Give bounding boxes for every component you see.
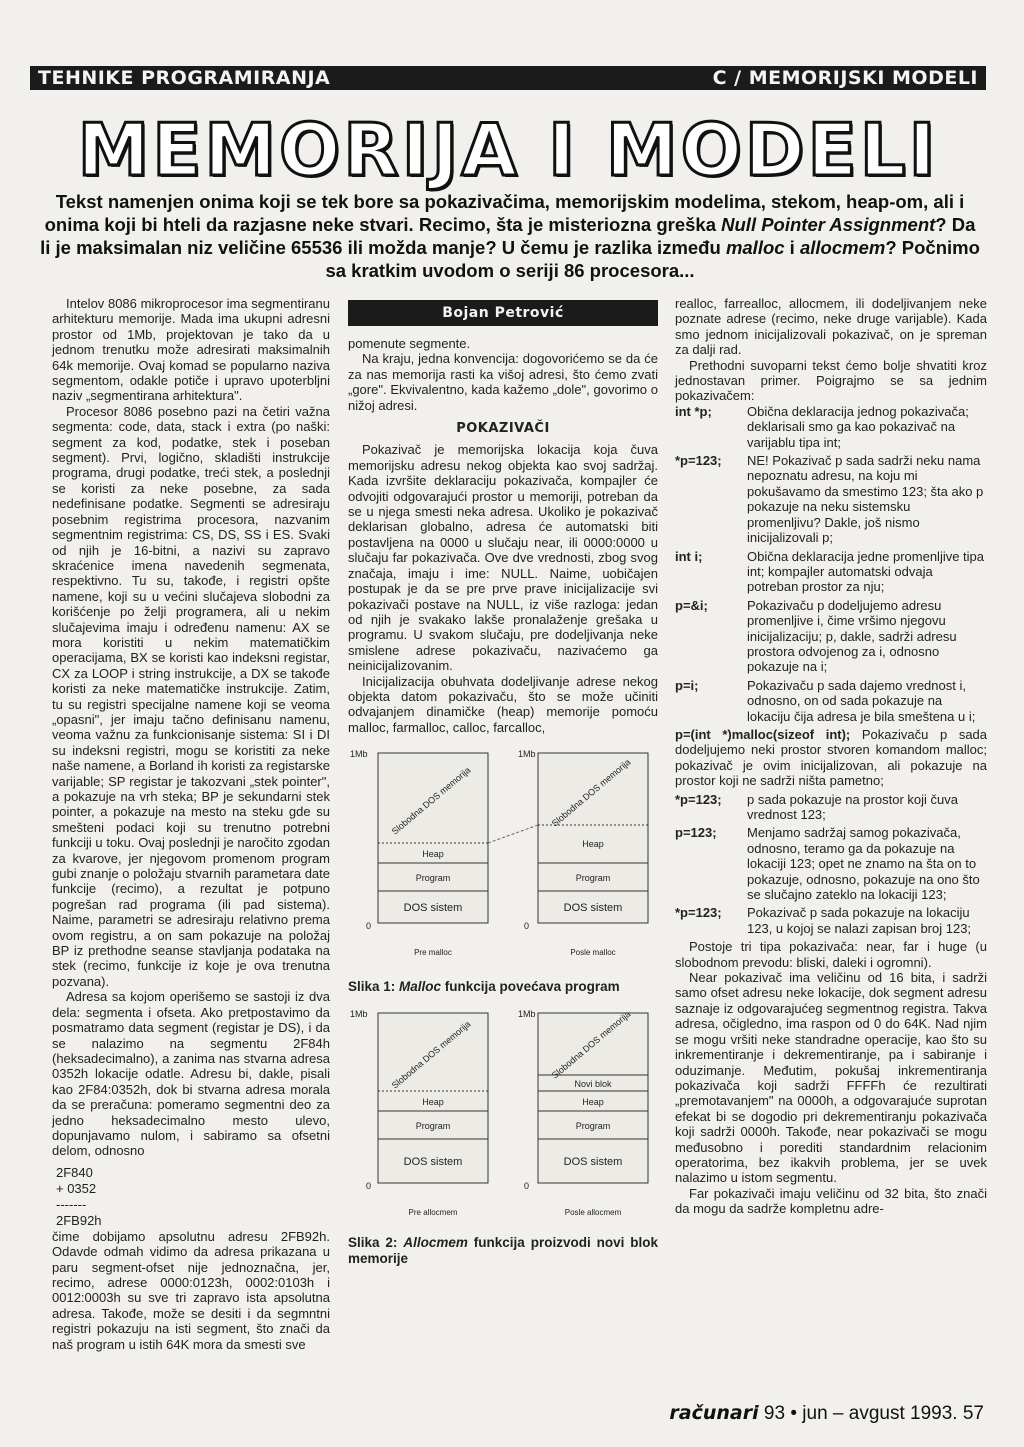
fig2-zero-left-label: 0 <box>366 1181 372 1192</box>
fig2-left-program-label: Program <box>415 1121 451 1132</box>
calc-line: 2FB92h <box>56 1212 102 1228</box>
code-example-row <box>675 792 987 823</box>
fig2-new-block-label: Novi blok <box>574 1079 612 1090</box>
code-explanation: Obična deklaracija jedne promenljive tipa int; kompajler automatski odvaja potreban prostor za nju; <box>747 548 985 595</box>
column-1 <box>52 296 330 1352</box>
fig1-zero-right-label: 0 <box>524 921 530 932</box>
fig1-left-heap-label: Heap <box>422 849 444 860</box>
code-explanation: p sada pokazuje na prostor koji čuva vrednost 123; <box>747 791 959 822</box>
figure-1-caption <box>348 979 658 995</box>
section-header-bar <box>30 66 986 90</box>
article-lead <box>40 190 980 282</box>
code-statement: p=&i; <box>675 597 708 613</box>
col1-paragraph-3: Adresa sa kojom operišemo se sastoji iz dva dela: segmenta i ofseta. Ako pretpostavimo da posmatramo data segment (registar je DS), i da se nalazimo na segmentu 2F84h (heksadecimalno), a zanima nas stvarna adresa 0352h lokacije odatle. Adresu bi, dakle, pisali kao 2F84:0352h, dok bi stvarna adresa morala da se preračuna: pomeramo segmentni deo za jedno heksadecimalno mesto ulevo, dopunjavamo nulom, i sabiramo sa ofsetni delom, odnosno <box>52 989 330 1159</box>
code-example-row <box>675 678 987 724</box>
fig1-caption-italic: Malloc <box>399 979 442 995</box>
code-explanation-long: Pokazivaču p sada dodeljujemo neki prostor stvoren komandom malloc; pokazivač je ovim inicijalizovan, ali pokazuje na prostor koji ne sadrži ništa pametno; <box>675 726 988 789</box>
subheading-pointers: POKAZIVAČI <box>456 421 550 437</box>
address-calculation <box>56 1165 330 1229</box>
code-example-row <box>675 598 987 675</box>
fig1-right-free-label: Slobodna DOS memorija <box>549 757 633 829</box>
fig1-left-program-label: Program <box>415 873 451 884</box>
author-byline: Bojan Petrović <box>348 300 658 326</box>
fig1-left-dos-label: DOS sistem <box>403 902 463 915</box>
figure-1-diagram <box>348 743 658 975</box>
lead-italic-2: malloc <box>725 237 785 258</box>
fig1-caption-text: funkcija povećava program <box>441 979 620 995</box>
footer-bullet: • <box>790 1403 797 1424</box>
fig1-right-stack <box>538 753 648 923</box>
figure-1-malloc <box>348 743 658 975</box>
fig2-left-free-label: Slobodna DOS memorija <box>389 1019 473 1091</box>
column-2 <box>348 296 658 1273</box>
lead-text-2: ? Da li je maksimalan niz veličine 65536 ili možda manje? U čemu je razlika između <box>40 214 976 258</box>
fig1-caption-prefix: Slika 1: <box>348 979 400 995</box>
fig1-left-free-label: Slobodna DOS memorija <box>389 765 473 837</box>
col1-paragraph-2: Procesor 8086 posebno pazi na četiri važna segmenta: code, data, stack i extra (po naški: segment za kod, podatke, stek i poseban segment). Prvi, logično, skladišti instrukcije programa, drugi podatke, treći stek, a poslednji se koristi za neke posebne, za sada nedefinisane podatke. Segmenti se adresiraju posebnim registrima procesora, nazvanim segmentnim registrima: CS, DS, SS i ES. Svaki od njih je 16-bitni, a nazivi su zapravo skraćenice imena navedenih segmenata, respektivno. Tu su, takođe, i registri opšte namene, koji su u većini slučajeva slobodni za korišćenje po želji programera, ali u nekim slučajevima imaju i određenu namenu: AX se mora koristiti u nekim matematičkim operacijama, BX se koristi kao indeksni registar, CX za LOOP i string instrukcije, a DX se takođe koristi za neke matematičke instrukcije. Zatim, tu su registri specijalne namene koji se veoma „opasni", jer imaju tačno definisanu namenu, veoma važnu za funkcionisanje sistema: SI i DI su indeksni registri, mogu se koristiti za neke naše namene, a Borland ih koristi za registarske varijable; SP registar je takozvani „stek pointer", a pokazuje na vrh steka; BP je sekundarni stek pointer, a pokazuje na mesto na steku gde su smešteni podaci koji su trenutno potrebni funkciji u toku. Ovaj poslednji je naročito zgodan za kvarove, jer njegovom promenom program gubi znanje o položaju stvarnih parametara date funkcije (recimo), a rezultat je potpuno pogrešan rad programa (ili pad sistema). Naime, parametri se adresiraju relativno prema ovom registru, a on sam pokazuje na položaj BP iz prethodne seanse stavljanja podataka na stek (recimo, funkcije iz koje je ova trenutna pozvana). <box>52 403 330 989</box>
code-statement-long: p=(int *)malloc(sizeof int); <box>675 726 851 742</box>
figure-2-diagram <box>348 1003 658 1231</box>
fig2-right-free-label: Slobodna DOS memorija <box>549 1009 633 1081</box>
column-3 <box>675 296 987 1217</box>
page-number: 57 <box>962 1403 984 1424</box>
fig1-top-right-label: 1Mb <box>518 749 536 760</box>
calc-line: 2F840 <box>56 1164 93 1180</box>
fig1-after-label: Posle malloc <box>570 948 616 958</box>
article-title: MEMORIJA I MODELI <box>77 108 939 192</box>
fig2-after-label: Posle allocmem <box>564 1208 622 1218</box>
col2-paragraph-1: pomenute segmente. <box>348 336 471 351</box>
fig2-caption-text: funkcija proizvodi novi blok memorije <box>348 1235 658 1267</box>
col3-paragraph-2: Prethodni suvoparni tekst ćemo bolje shvatiti kroz jednostavan primer. Poigrajmo se sa jednim pokazivačem: <box>675 357 987 404</box>
col2-paragraph-4: Inicijalizacija obuhvata dodeljivanje adrese nekog objekta datom pokazivaču, što se može učiniti odvajanjem dinamičke (heap) memorije pomoću malloc, farmalloc, calloc, farcalloc, <box>348 673 658 735</box>
code-example-row <box>675 905 987 936</box>
fig2-right-heap-label: Heap <box>582 1097 604 1108</box>
fig2-caption-italic: Allocmem <box>403 1235 468 1251</box>
lead-italic-3: allocmem <box>799 237 886 258</box>
code-explanation: Pokazivaču p sada dajemo vrednost i, odnosno, on od sada pokazuje na lokaciju čija adresa je bila smeštena u i; <box>747 677 976 724</box>
code-explanation: Pokazivaču p dodeljujemo adresu promenljive i, čime vršimo njegovu inicijalizaciju; p, dakle, sadrži adresu prostora odvojenog za i, odnosno pokazuje na i; <box>747 597 957 675</box>
code-explanation: NE! Pokazivač p sada sadrži neku nama nepoznatu adresu, na koju mi pokušavamo da smestimo 123; šta ako p pokazuje na neku sistemsku promenljivu? Dakle, još nismo inicijalizovali p; <box>747 453 984 546</box>
code-example-row <box>675 825 987 902</box>
code-statement: *p=123; <box>675 791 722 807</box>
code-example-row <box>675 404 987 450</box>
fig2-top-left-label: 1Mb <box>350 1009 368 1020</box>
fig2-zero-right-label: 0 <box>524 1181 530 1192</box>
fig1-left-stack <box>378 753 488 923</box>
code-statement: p=i; <box>675 677 699 693</box>
fig2-right-program-label: Program <box>575 1121 611 1132</box>
col1-paragraph-4: čime dobijamo apsolutnu adresu 2FB92h. Odavde odmah vidimo da adresa prikazana u paru segment-ofset nije jednoznačna, jer, recimo, adrese 0000:0123h, 0002:0103h i 0012:0003h su sve tri zapravo ista apsolutna adresa. Takođe, može se desiti i da segmntni registri pokazuju na isti segment, što znači da naš program u istih 64K mora da smesti sve <box>52 1228 330 1352</box>
section-left-label: TEHNIKE PROGRAMIRANJA <box>38 67 331 89</box>
lead-text-mid: i <box>784 237 800 258</box>
col3-paragraph-3: Postoje tri tipa pokazivača: near, far i huge (u slobodnom prevodu: bliski, daleki i ogromni). <box>675 939 987 970</box>
fig2-top-right-label: 1Mb <box>518 1009 536 1020</box>
fig1-right-heap-label: Heap <box>582 839 604 850</box>
fig1-right-program-label: Program <box>575 873 611 884</box>
code-statement: p=123; <box>675 825 717 841</box>
fig2-right-dos-label: DOS sistem <box>563 1156 623 1169</box>
code-statement: *p=123; <box>675 453 722 469</box>
fig1-zero-left-label: 0 <box>366 921 372 932</box>
figure-2-allocmem <box>348 1003 658 1231</box>
calc-line: ------- <box>56 1196 87 1212</box>
fig2-caption-prefix: Slika 2: <box>348 1235 404 1251</box>
fig1-growth-line <box>488 825 538 843</box>
col3-paragraph-5: Far pokazivači imaju veličinu od 32 bita, što znači da mogu da sadrže kompletnu adre- <box>675 1185 987 1217</box>
lead-text-1: Tekst namenjen onima koji se tek bore sa pokazivačima, memorijskim modelima, stekom, heap-om, ali i onima koji bi hteli da razjasne neke stvari. Recimo, šta je misteriozna greška <box>44 191 965 235</box>
col3-paragraph-4: Near pokazivač ima veličinu od 16 bita, i sadrži samo ofset adresu neke lokacije, dok segment adresu saznaje iz odgovarajućeg segmentnog registra. Takva adresa, očigledno, ima raspon od 0 do 64K. Nad njim se mogu vršiti neke standradne operacije, kao što su inkrementiranje i dekrementiranje, pa i sabiranje i oduzimanje. Međutim, pokušaj inkrementiranja pokazivača koji sadrži FFFFh će rezultirati „premotavanjem" na 0000h, a odgovarajuće suprotan efekat bi se dogodio pri dekrementiranju pokazivača koji sadrži 0000h. Takođe, near pokazivači se mogu međusobno i porediti standardnim relacionim operatorima, bez ikakvih problema, jer se uvek nalazimo u istom segmentu. <box>675 970 987 1186</box>
lead-italic-1: Null Pointer Assignment <box>721 214 936 235</box>
col2-paragraph-3: Pokazivač je memorijska lokacija koja čuva memorijsku adresu nekog objekta kao svoj sadržaj. Kada izvršite deklaraciju pokazivača, kompajler će odvojiti odgovarajući prostor u memoriji, potreban da se u njega smesti neka adresa. Ukoliko je pokazivač deklarisan globalno, adresa će automatski biti postavljena na 0000 u slučaju near, ili 0000:0000 u slučaju far pokazivača. Ove dve vrednosti, zbog svog značaja, imaju i ime: NULL. Naime, uobičajen postupak je da se pre prve prave inicijalizacije svi pokazivači postave na NULL, iz više razloga: jedan od njih je svakako lakše pronalaženje grešaka u programu. U svakom slučaju, pre dodeljivanja neke smislene adrese pokazivaču, nazivaćemo ga neinicijalizovanim. <box>348 442 658 674</box>
col1-paragraph-1: Intelov 8086 mikroprocesor ima segmentiranu arhitekturu memorije. Mada ima ukupni adresni prostor od 1Mb, projektovan je tako da u jednom trenutku može adresirati maksimalnih 64k memorije. Ovaj komad se popularno naziva segmentom, odakle potiče i upravo upoterbljni naziv „segmentirana arhitektura". <box>52 296 330 404</box>
code-example-row <box>675 549 987 595</box>
page-footer <box>669 1402 984 1425</box>
section-right-label: C / MEMORIJSKI MODELI <box>712 67 978 89</box>
code-explanation: Menjamo sadržaj samog pokazivača, odnosno, teramo ga da pokazuje na lokaciji 123; opet ne znamo na šta on to pokazuje, odnosno, pokazuje na ono što se slučajno zateklo na lokaciji 123; <box>747 825 980 903</box>
lead-text-3: ? Počnimo sa kratkim uvodom o seriji 86 procesora... <box>325 237 980 281</box>
code-explanation: Pokazivač p sada pokazuje na lokaciju 123, u kojoj se nalazi zapisan broj 123; <box>747 905 972 936</box>
issue-number: 93 <box>763 1403 786 1424</box>
code-statement: int *p; <box>675 403 712 419</box>
magazine-name: računari <box>669 1402 759 1424</box>
code-explanation: Obična deklaracija jednog pokazivača; deklarisali smo ga kao pokazivač na varijablu tipa int; <box>747 403 969 450</box>
code-example-row <box>675 453 987 545</box>
fig1-before-label: Pre malloc <box>414 948 452 958</box>
calc-line: + 0352 <box>56 1180 97 1196</box>
fig1-top-left-label: 1Mb <box>350 749 368 760</box>
code-statement: int i; <box>675 548 703 564</box>
issue-date: jun – avgust 1993. <box>802 1403 958 1424</box>
fig2-before-label: Pre allocmem <box>408 1208 458 1218</box>
col2-paragraph-2: Na kraju, jedna konvencija: dogovorićemo se da će za nas memorija rasti ka višoj adresi, što ćemo zvati „gore". Ekvivalentno, kada kažemo „dole", govorimo o nižoj adresi. <box>348 351 658 413</box>
fig1-right-dos-label: DOS sistem <box>563 902 623 915</box>
col3-paragraph-1: realloc, farrealloc, allocmem, ili dodeljivanjem neke poznate adrese (recimo, neke druge varijable). Kada smo jednom inicijalizovali pokazivač, on je spreman za dalji rad. <box>675 296 987 358</box>
fig2-left-heap-label: Heap <box>422 1097 444 1108</box>
code-example-long <box>675 727 987 789</box>
figure-2-caption <box>348 1235 658 1267</box>
code-statement: *p=123; <box>675 905 722 921</box>
fig2-left-dos-label: DOS sistem <box>403 1156 463 1169</box>
